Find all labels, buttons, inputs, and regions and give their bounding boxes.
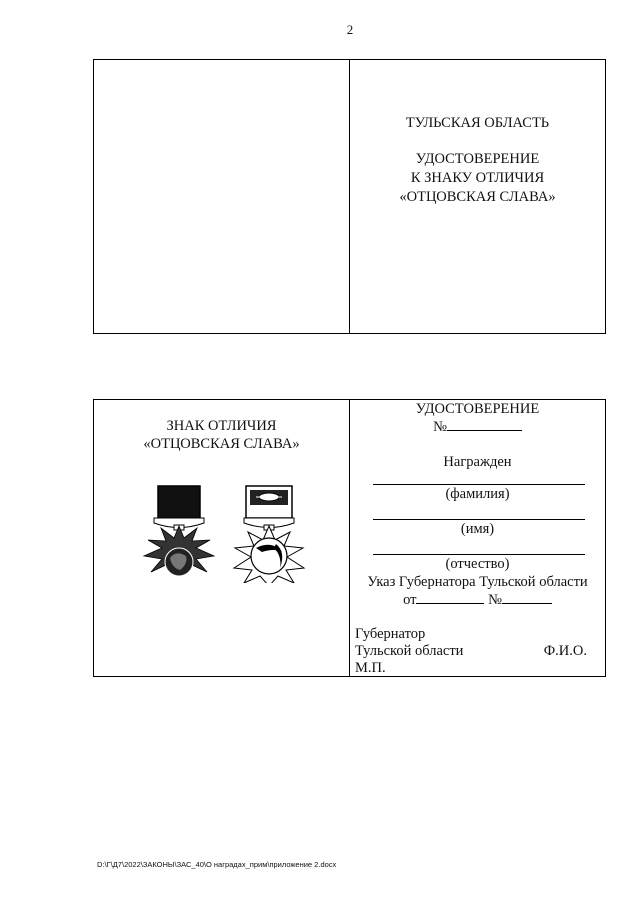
page-number: 2	[346, 22, 354, 37]
cover-text	[350, 114, 605, 207]
decree-number-blank	[502, 591, 552, 604]
cover-award-name: «ОТЦОВСКАЯ СЛАВА»	[399, 189, 556, 205]
badge-title-line1: ЗНАК ОТЛИЧИЯ	[166, 418, 277, 434]
surname-line	[373, 484, 585, 485]
inner-right-page	[350, 400, 605, 676]
inner-left-page	[94, 400, 350, 676]
awarded-label: Награжден	[443, 454, 512, 470]
decree-text: Указ Губернатора Тульской области	[367, 574, 588, 590]
governor-region: Тульской области	[355, 643, 464, 659]
badge-title-line2: «ОТЦОВСКАЯ СЛАВА»	[143, 436, 300, 452]
certificate-inner	[93, 399, 606, 677]
medal-reverse-image	[224, 478, 314, 583]
cover-region: ТУЛЬСКАЯ ОБЛАСТЬ	[405, 115, 550, 131]
decree-number-label: №	[488, 592, 502, 608]
decree-block	[350, 574, 605, 609]
cover-front	[350, 60, 605, 333]
number-label: №	[433, 419, 447, 435]
patronymic-line	[373, 554, 585, 555]
file-path-footer: D:\Г\Д7\2022\ЗАКОНЫ\ЗАС_40\О наградах_прим\приложение 2.docx	[97, 860, 337, 869]
name-line	[373, 519, 585, 520]
cover-back	[94, 60, 350, 333]
governor-title: Губернатор	[355, 626, 426, 642]
decree-from-label: от	[403, 592, 417, 608]
certificate-number	[350, 418, 605, 436]
medal-obverse-image	[134, 478, 224, 583]
stamp-label: М.П.	[355, 660, 386, 676]
name-caption: (имя)	[460, 521, 495, 537]
cover-subtitle: К ЗНАКУ ОТЛИЧИЯ	[410, 170, 545, 186]
certificate-cover	[93, 59, 606, 334]
certificate-title: УДОСТОВЕРЕНИЕ	[415, 401, 540, 417]
decree-date-blank	[416, 591, 484, 604]
signature-block	[355, 626, 463, 677]
patronymic-caption: (отчество)	[445, 556, 510, 572]
cover-title: УДОСТОВЕРЕНИЕ	[415, 151, 540, 167]
surname-caption: (фамилия)	[445, 486, 510, 502]
decree-date-number	[350, 591, 605, 609]
certificate-heading	[350, 401, 605, 436]
badge-title	[94, 417, 349, 453]
number-blank	[447, 418, 522, 431]
signatory-initials: Ф.И.О.	[543, 643, 587, 659]
